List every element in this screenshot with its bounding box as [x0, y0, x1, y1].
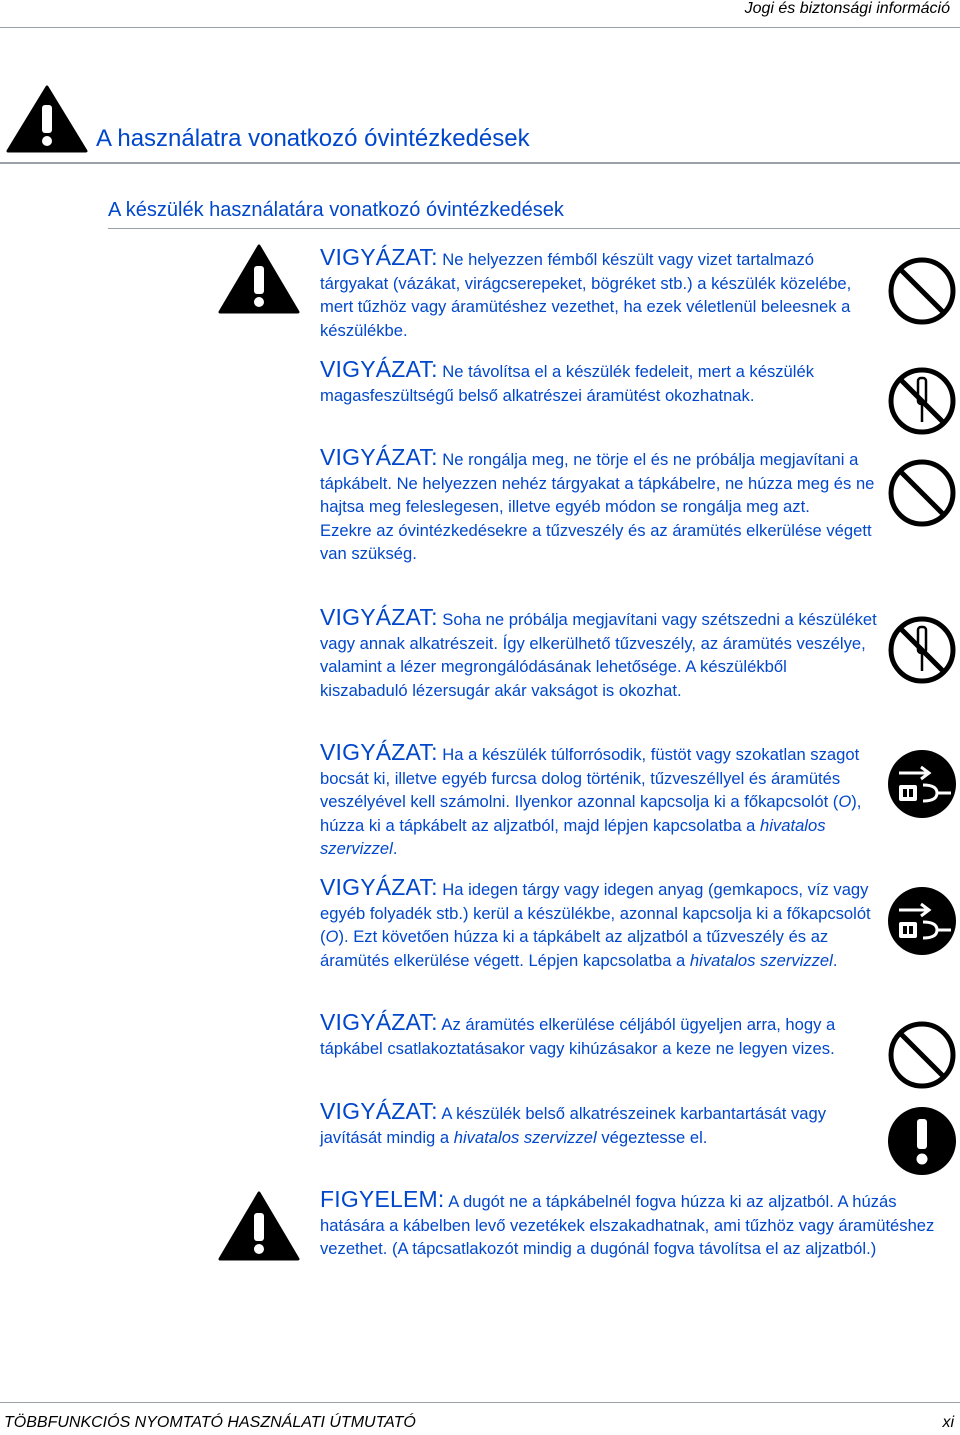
caution-text: Ne helyezzen fémből készült vagy vizet tartalmazó tárgyakat (vázákat, virágcserepeket, bögréket stb.) a készülék közelébe, mert tűzhöz vagy áramütéshez vezethet, ha ezek véletlenül beleesnek a készülékbe.: [320, 250, 852, 340]
caution-label: VIGYÁZAT:: [320, 444, 438, 470]
mandatory-action-icon: [887, 1106, 957, 1176]
caution-text: Ne távolítsa el a készülék fedeleit, mert a készülék magasfeszültségű belső alkatrészei áramütést okozhatnak.: [320, 362, 814, 405]
caution-text-note: Ezekre az óvintézkedésekre a tűzveszély és az áramütés elkerülése végett van szükség.: [320, 520, 872, 563]
service-reference: hivatalos szervizzel: [689, 950, 833, 970]
caution-block-metal-objects: [320, 246, 878, 342]
warning-triangle-icon: [6, 84, 88, 154]
page-title: A használatra vonatkozó óvintézkedések: [96, 125, 530, 152]
prohibition-icon: [887, 458, 957, 528]
caution-block-covers: [320, 358, 878, 407]
service-reference: hivatalos szervizzel: [320, 815, 826, 858]
caution-text: Ha idegen tárgy vagy idegen anyag (gemkapocs, víz vagy egyéb folyadék stb.) kerül a készülékbe, azonnal kapcsolja ki a főkapcsolót (: [320, 880, 871, 946]
notice-block-plug: [320, 1188, 945, 1261]
caution-text: Soha ne próbálja megjavítani vagy szétszedni a készüléket vagy annak alkatrészeit. Így elkerülhető tűzveszély, az áramütés veszélye, valamint a lézer megrongálódásának lehetősége. A készülékből kiszabaduló lézersugár akár vakságot is okozhat.: [320, 610, 877, 700]
caution-label: VIGYÁZAT:: [320, 874, 438, 900]
subtitle-divider: [108, 228, 960, 229]
footer-manual-title: TÖBBFUNKCIÓS NYOMTATÓ HASZNÁLATI ÚTMUTATÓ: [4, 1414, 416, 1431]
caution-text: ). Ezt követően húzza ki a tápkábelt az aljzatból a tűzveszély és az áramütés elkerülése végett. Lépjen kapcsolatba a: [320, 927, 829, 970]
header-divider: [0, 27, 960, 28]
caution-label: VIGYÁZAT:: [320, 1009, 438, 1035]
warning-triangle-icon: [218, 1190, 300, 1262]
power-off-symbol: O: [325, 927, 339, 946]
notice-text: A dugót ne a tápkábelnél fogva húzza ki az aljzatból. A húzás hatására a kábelben levő vezetékek elszakadhatnak, ami tűzhöz vagy áramütéshez vezethet. (A tápcsatlakozót mindig a dugónál fogva távolítsa el az aljzatból.): [320, 1192, 935, 1258]
caution-block-power-cord: [320, 446, 878, 566]
caution-block-wet-hands: [320, 1011, 878, 1060]
prohibition-icon: [887, 1020, 957, 1090]
caution-label: VIGYÁZAT:: [320, 356, 438, 382]
no-disassembly-icon: [887, 615, 957, 685]
page-number: xi: [942, 1414, 954, 1431]
caution-text: Ne rongálja meg, ne törje el és ne próbálja megjavítani a tápkábelt. Ne helyezzen nehéz tárgyakat a tápkábelre, ne húzza meg és ne hajtsa meg feleslegesen, illetve egyéb módon se rongálja meg azt.: [320, 450, 875, 516]
caution-label: VIGYÁZAT:: [320, 1098, 438, 1124]
unplug-icon: [887, 886, 957, 956]
title-divider: [0, 162, 960, 164]
prohibition-icon: [887, 256, 957, 326]
caution-block-maintenance: VIGYÁZAT: A készülék belső alkatrészeinek karbantartását vagy javítását mindig a hivatalos szervizzel végeztesse el.: [320, 1098, 827, 1147]
service-reference: hivatalos szervizzel: [453, 1127, 597, 1147]
unplug-icon: [887, 749, 957, 819]
caution-label: VIGYÁZAT:: [320, 244, 438, 270]
caution-text: Ha a készülék túlforrósodik, füstöt vagy szokatlan szagot bocsát ki, illetve egyéb furcsa dolog történik, tűzveszéllyel és áramütés veszélyével kell számolni. Ilyenkor azonnal kapcsolja ki a főkapcsolót (: [320, 745, 860, 811]
caution-label: VIGYÁZAT:: [320, 604, 438, 630]
warning-triangle-icon: [218, 243, 300, 315]
caution-text: A készülék belső alkatrészeinek karbantartását vagy javítását mindig a: [320, 1104, 827, 1147]
caution-block-foreign-object: VIGYÁZAT: Ha idegen tárgy vagy idegen anyag (gemkapocs, víz vagy egyéb folyadék stb.) kerül a készülékbe, azonnal kapcsolja ki a főkapcsolót (O). Ezt követően húzza ki a tápkábelt az aljzatból a tűzveszély és az áramütés elkerülése végett. Lépjen kapcsolatba a hivatalos szervizzel.: [320, 874, 871, 970]
caution-label: VIGYÁZAT:: [320, 739, 438, 765]
power-off-symbol: O: [838, 792, 852, 811]
footer-divider: [0, 1402, 960, 1403]
caution-text: Az áramütés elkerülése céljából ügyeljen arra, hogy a tápkábel csatlakoztatásakor vagy kihúzásakor a keze ne legyen vizes.: [320, 1015, 836, 1058]
section-subtitle: A készülék használatára vonatkozó óvintézkedések: [108, 199, 564, 221]
notice-label: FIGYELEM:: [320, 1186, 445, 1212]
caution-text: ), húzza ki a tápkábelt az aljzatból, majd lépjen kapcsolatba a: [320, 792, 862, 835]
caution-block-repair: [320, 606, 878, 702]
no-disassembly-icon: [887, 366, 957, 436]
running-header: Jogi és biztonsági információ: [744, 0, 950, 17]
caution-block-overheating: VIGYÁZAT: Ha a készülék túlforrósodik, füstöt vagy szokatlan szagot bocsát ki, illetve egyéb furcsa dolog történik, tűzveszéllyel és áramütés veszélyével kell számolni. Ilyenkor azonnal kapcsolja ki a főkapcsolót (O), húzza ki a tápkábelt az aljzatból, majd lépjen kapcsolatba a hivatalos szervizzel.: [320, 739, 862, 858]
